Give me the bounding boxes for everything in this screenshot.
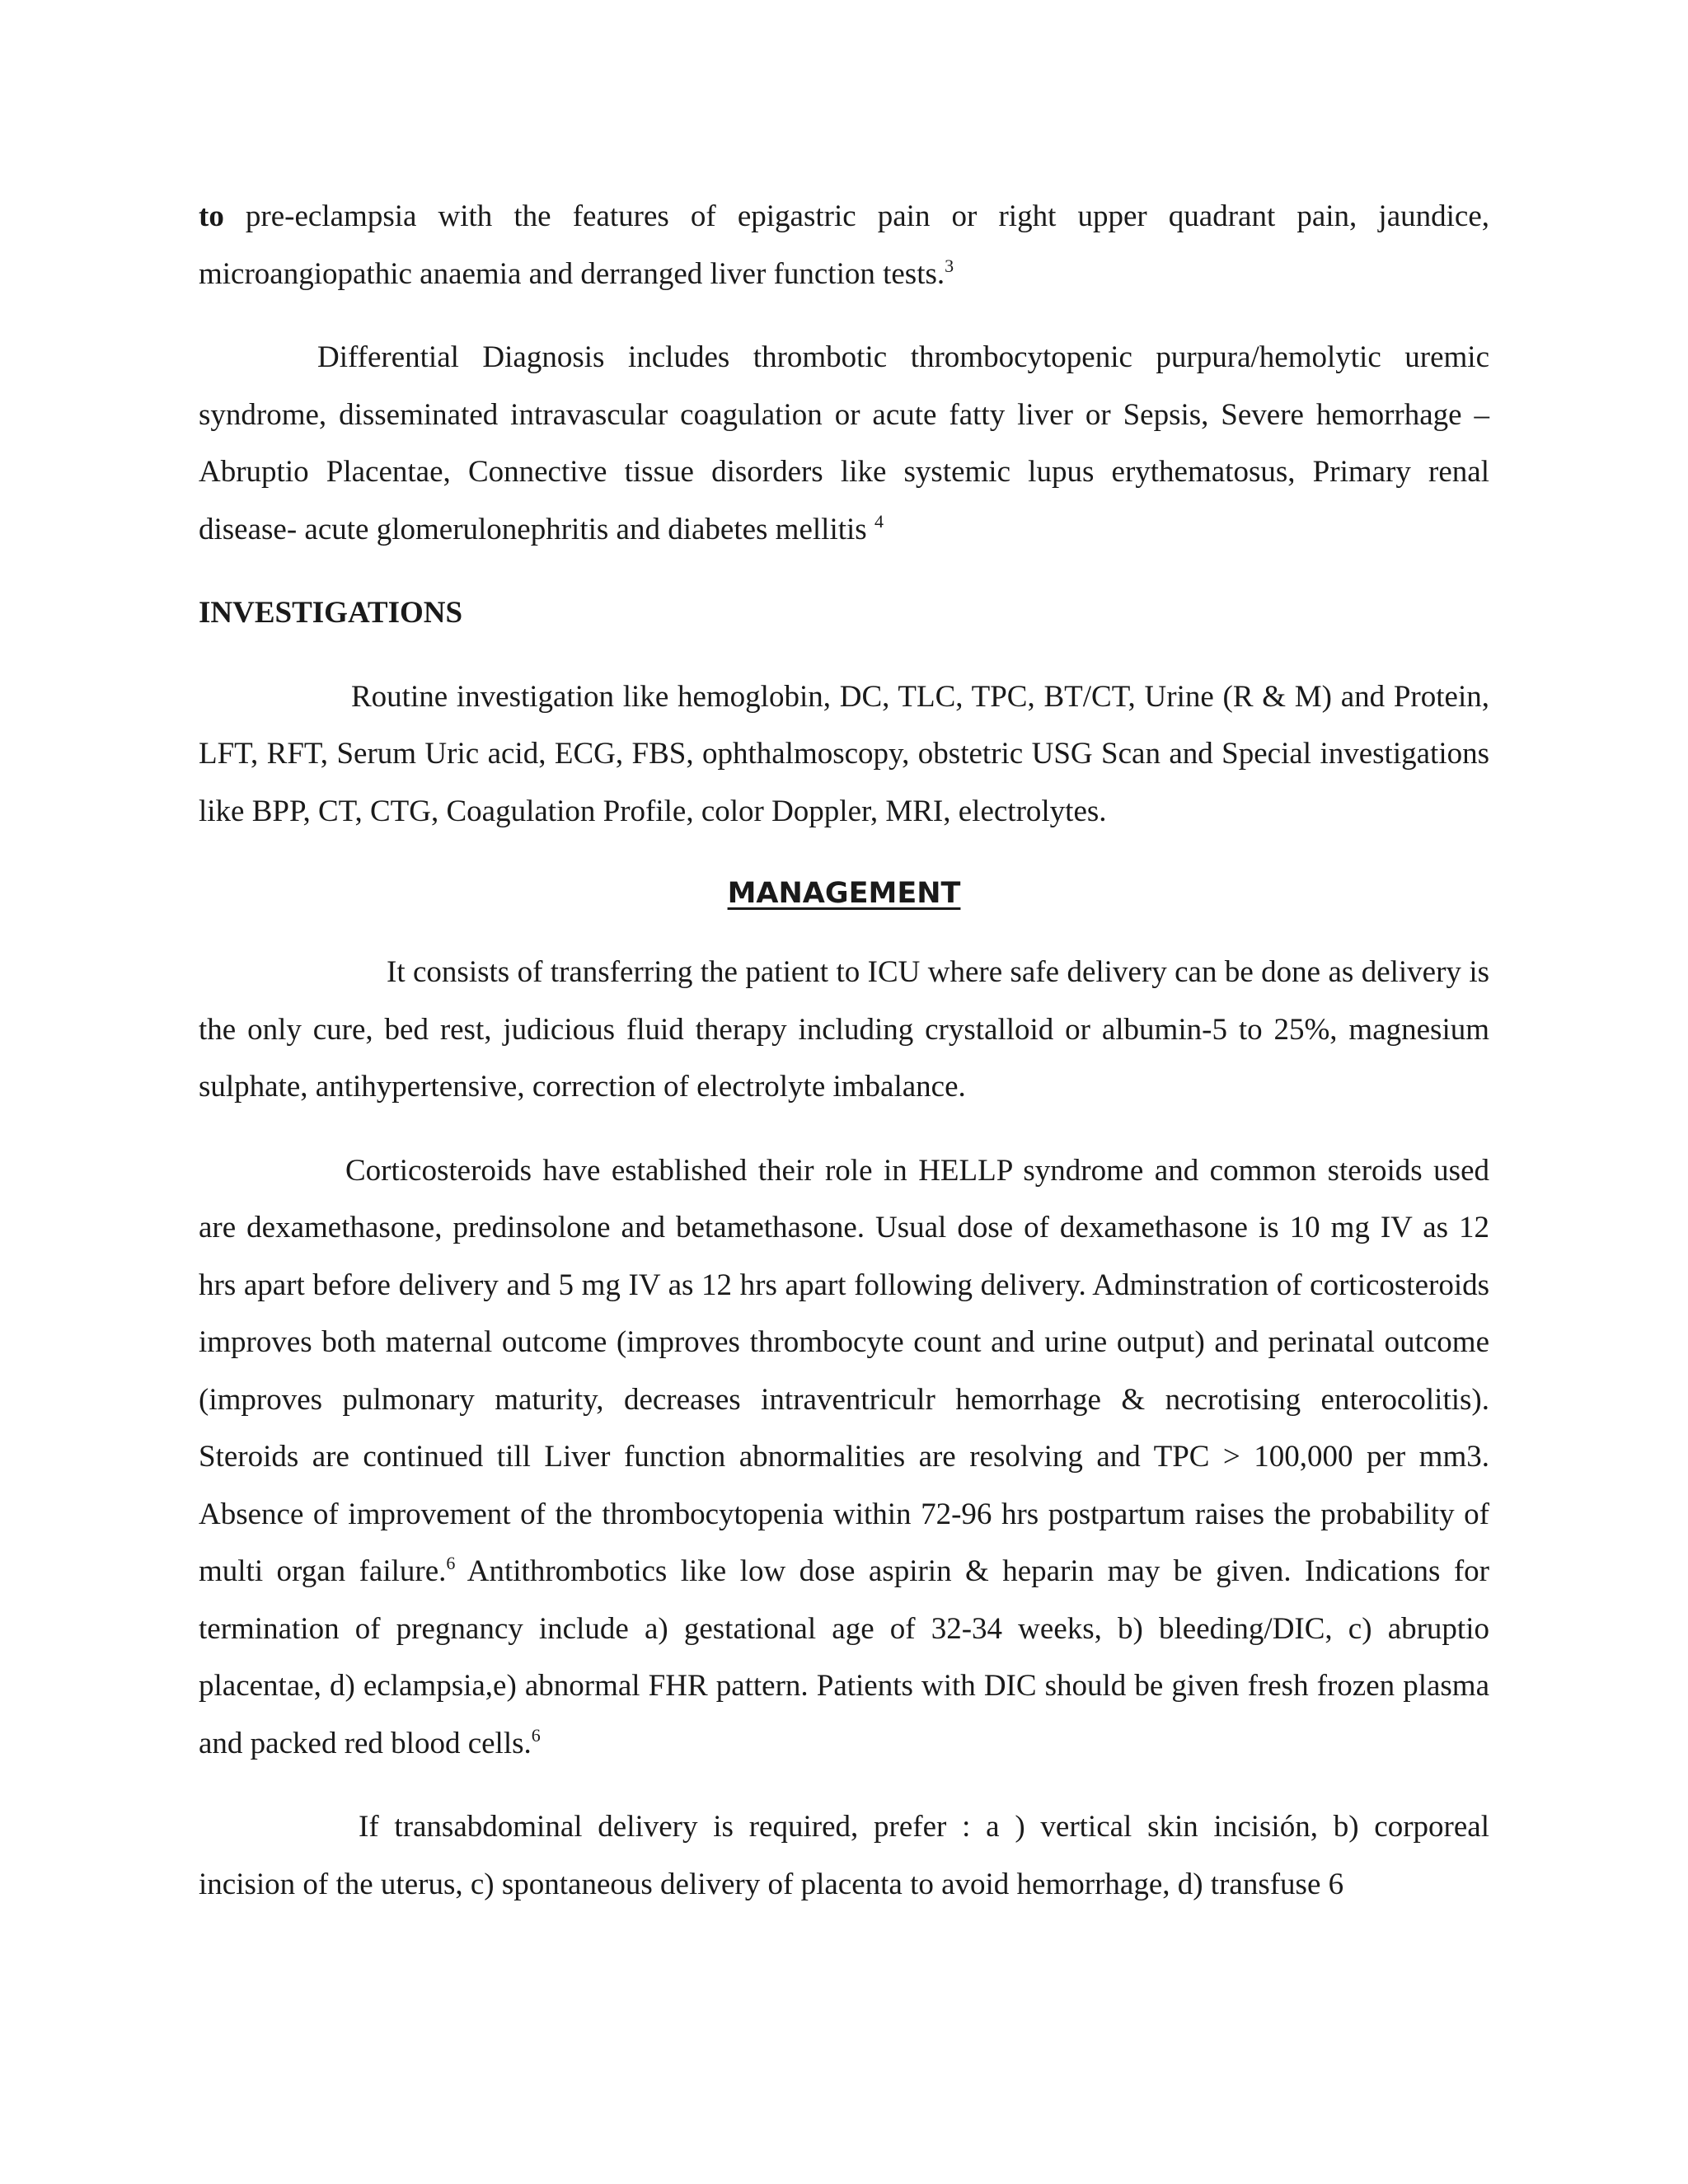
paragraph-investigations: Routine investigation like hemoglobin, DC, TLC, TPC, BT/CT, Urine (R & M) and Protein, LFT, RFT, Serum Uric acid, ECG, FBS, ophthalmoscopy, obstetric USG Scan and Special investigations like BPP, CT, CTG, Coagulation Profile, color Doppler, MRI, electrolytes. [199,679,1489,828]
paragraph-corticosteroids [199,1142,1489,1773]
bold-lead-word: to [199,199,224,233]
citation-ref: 6 [531,1724,541,1746]
section-heading-management: MANAGEMENT [727,877,961,910]
citation-ref: 3 [945,255,954,276]
document-page [199,188,1489,1939]
paragraph-management-overview: It consists of transferring the patient to ICU where safe delivery can be done as delivery is the only cure, bed rest, judicious fluid therapy including crystalloid or albumin-5 to 25%, magnesium sulphate, antihypertensive, correction of electrolyte imbalance. [199,955,1489,1104]
paragraph-differential-diagnosis [199,329,1489,558]
paragraph-hellp-definition [199,188,1489,302]
paragraph-text: Antithrombotics like low dose aspirin & heparin may be given. Indications for termination of pregnancy include a) gestational age of 32-34 weeks, b) bleeding/DIC, c) abruptio placentae, d) eclampsia,e) abnormal FHR pattern. Patients with DIC should be given fresh frozen plasma and packed red blood cells. [199,1554,1489,1760]
citation-ref: 6 [446,1553,456,1573]
paragraph-text: Corticosteroids have established their role in HELLP syndrome and common steroids used are dexamethasone, predinsolone and betamethasone. Usual dose of dexamethasone is 10 mg IV as 12 hrs apart before delivery and 5 mg IV as 12 hrs apart following delivery. Adminstration of corticosteroids improves both maternal outcome (improves thrombocyte count and urine output) and perinatal outcome (improves pulmonary maturity, decreases intraventriculr hemorrhage & necrotising enterocolitis). Steroids are continued till Liver function abnormalities are resolving and TPC > 100,000 per mm3. Absence of improvement of the thrombocytopenia within 72-96 hrs postpartum raises the probability of multi organ failure. [199,1153,1489,1588]
section-heading-investigations: INVESTIGATIONS [199,596,463,630]
paragraph-text: pre-eclampsia with the features of epigastric pain or right upper quadrant pain, jaundice, microangiopathic anaemia and derranged liver function tests. [199,199,1489,291]
paragraph-transabdominal-delivery: If transabdominal delivery is required, prefer : a ) vertical skin incisión, b) corporeal incision of the uterus, c) spontaneous delivery of placenta to avoid hemorrhage, d) transfuse 6 [199,1810,1489,1901]
paragraph-text: Differential Diagnosis includes thrombotic thrombocytopenic purpura/hemolytic uremic syndrome, disseminated intravascular coagulation or acute fatty liver or Sepsis, Severe hemorrhage –Abruptio Placentae, Connective tissue disorders like systemic lupus erythematosus, Primary renal disease- acute glomerulonephritis and diabetes mellitis [199,340,1489,546]
citation-ref: 4 [874,510,884,532]
